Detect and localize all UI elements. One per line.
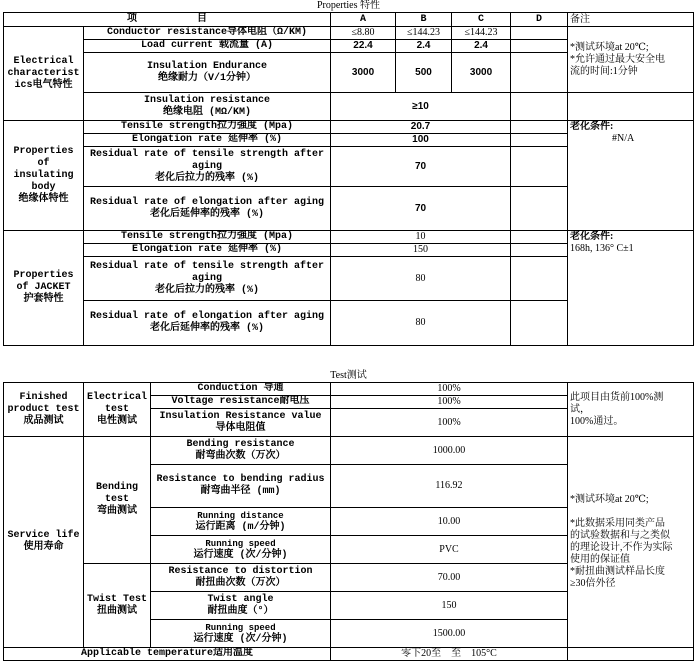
header-c: C <box>452 13 511 27</box>
ins-elongation-d <box>511 134 568 147</box>
conductor-value-c: ≤144.23 <box>452 27 511 40</box>
twist-test-label: Twist Test 扭曲测试 <box>84 564 151 648</box>
insulation-resistance-label: Insulation resistance 绝缘电阻 (MΩ/KM) <box>84 93 331 121</box>
insulation-resistance-value-cell: 100% <box>331 409 568 437</box>
jacket-residual-elongation-value: 80 <box>331 301 511 346</box>
header-item: 项 目 <box>4 13 331 27</box>
jacket-residual-tensile-label: Residual rate of tensile strength after aging 老化后拉力的残率 (%) <box>84 257 331 301</box>
test-caption: Test测试 <box>330 370 367 381</box>
insulation-resistance-value-label: Insulation Resistance value 导体电阻值 <box>151 409 331 437</box>
service-life-note: *测试环境at 20℃; *此数据采用同类产品 的试验数据和与之类似 的理论设计,不作为实际 使用的保证值 *耐扭曲测试样品长度 ≥30倍外径 <box>568 437 694 648</box>
distortion-label: Resistance to distortion 耐扭曲次数（万次） <box>151 564 331 592</box>
ins-residual-tensile-value: 70 <box>331 147 511 187</box>
insulation-resistance-note <box>568 93 694 121</box>
applicable-temperature-value: 零下20至 至 105°C <box>331 648 568 661</box>
properties-table <box>3 12 694 346</box>
jacket-residual-tensile-d <box>511 257 568 301</box>
jacket-residual-elongation-d <box>511 301 568 346</box>
ins-tensile-label: Tensile strength拉力强度 (Mpa) <box>84 121 331 134</box>
ins-residual-elongation-value: 70 <box>331 187 511 231</box>
twist-running-speed-value: 1500.00 <box>331 620 568 648</box>
jacket-elongation-value: 150 <box>331 244 511 257</box>
twist-angle-label: Twist angle 耐扭曲度（°） <box>151 592 331 620</box>
jacket-elongation-d <box>511 244 568 257</box>
ins-end-value-c: 3000 <box>452 53 511 93</box>
conductor-value-d <box>511 27 568 40</box>
ins-tensile-d <box>511 121 568 134</box>
conduction-value: 100% <box>331 383 568 396</box>
applicable-temperature-note <box>568 648 694 661</box>
applicable-temperature-label: Applicable temperature适用温度 <box>4 648 331 661</box>
insulation-endurance-label: Insulation Endurance 绝缘耐力（V/1分钟） <box>84 53 331 93</box>
bending-running-speed-label: Running speed 运行速度 (次/分钟) <box>151 536 331 564</box>
running-distance-value: 10.00 <box>331 508 568 536</box>
electrical-test-label: Electrical test 电性测试 <box>84 383 151 437</box>
insulating-group-label: Properties of insulating body 绝缘体特性 <box>4 121 84 231</box>
electrical-group-label: Electrical characterist ics电气特性 <box>4 27 84 121</box>
jacket-aging-note: 老化条件: 168h, 136° C±1 <box>568 231 694 346</box>
bending-radius-value: 116.92 <box>331 465 568 508</box>
finished-note: 此项目由货前100%测 试， 100%通过。 <box>568 383 694 437</box>
jacket-residual-tensile-value: 80 <box>331 257 511 301</box>
header-b: B <box>396 13 452 27</box>
jacket-residual-elongation-label: Residual rate of elongation after aging 老化后延伸率的残率 (%) <box>84 301 331 346</box>
jacket-elongation-label: Elongation rate 延伸率 (%) <box>84 244 331 257</box>
load-value-c: 2.4 <box>452 40 511 53</box>
test-table <box>3 382 694 661</box>
load-value-d <box>511 40 568 53</box>
voltage-resistance-value: 100% <box>331 396 568 409</box>
bending-resistance-value: 1000.00 <box>331 437 568 465</box>
jacket-tensile-value: 10 <box>331 231 511 244</box>
load-value-a: 22.4 <box>331 40 396 53</box>
conductor-value-a: ≤8.80 <box>331 27 396 40</box>
load-current-label: Load current 载流量 (A) <box>84 40 331 53</box>
electrical-note: *测试环境at 20℃; *允许通过最大安全电 流的时间:1分钟 <box>568 27 694 93</box>
ins-end-value-d <box>511 53 568 93</box>
ins-residual-tensile-d <box>511 147 568 187</box>
header-a: A <box>331 13 396 27</box>
ins-tensile-value: 20.7 <box>331 121 511 134</box>
bending-test-label: Bending test 弯曲测试 <box>84 437 151 564</box>
ins-elongation-label: Elongation rate 延伸率 (%) <box>84 134 331 147</box>
insulation-resistance-value: ≥10 <box>331 93 511 121</box>
ins-residual-elongation-d <box>511 187 568 231</box>
ins-end-value-a: 3000 <box>331 53 396 93</box>
header-d: D <box>511 13 568 27</box>
jacket-group-label: Properties of JACKET 护套特性 <box>4 231 84 346</box>
running-distance-label: Running distance 运行距离 (m/分钟) <box>151 508 331 536</box>
header-remark: 备注 <box>568 13 694 27</box>
insulation-resistance-d <box>511 93 568 121</box>
ins-elongation-value: 100 <box>331 134 511 147</box>
properties-caption: Properties 特性 <box>316 0 381 11</box>
conduction-label: Conduction 导通 <box>151 383 331 396</box>
twist-running-speed-label: Running speed 运行速度 (次/分钟) <box>151 620 331 648</box>
ins-end-value-b: 500 <box>396 53 452 93</box>
ins-residual-elongation-label: Residual rate of elongation after aging 老化后延伸率的残率 (%) <box>84 187 331 231</box>
bending-resistance-label: Bending resistance 耐弯曲次数（万次） <box>151 437 331 465</box>
load-value-b: 2.4 <box>396 40 452 53</box>
ins-residual-tensile-label: Residual rate of tensile strength after aging 老化后拉力的残率 (%) <box>84 147 331 187</box>
jacket-tensile-label: Tensile strength拉力强度 (Mpa) <box>84 231 331 244</box>
bending-radius-label: Resistance to bending radius 耐弯曲半径 (mm) <box>151 465 331 508</box>
jacket-tensile-d <box>511 231 568 244</box>
distortion-value: 70.00 <box>331 564 568 592</box>
ins-aging-note: 老化条件: #N/A <box>568 121 694 231</box>
finished-group-label: Finished product test 成品测试 <box>4 383 84 437</box>
bending-running-speed-value: PVC <box>331 536 568 564</box>
voltage-resistance-label: Voltage resistance耐电压 <box>151 396 331 409</box>
conductor-value-b: ≤144.23 <box>396 27 452 40</box>
twist-angle-value: 150 <box>331 592 568 620</box>
conductor-resistance-label: Conductor resistance导体电阻（Ω/KM) <box>84 27 331 40</box>
service-life-group-label: Service life 使用寿命 <box>4 437 84 648</box>
